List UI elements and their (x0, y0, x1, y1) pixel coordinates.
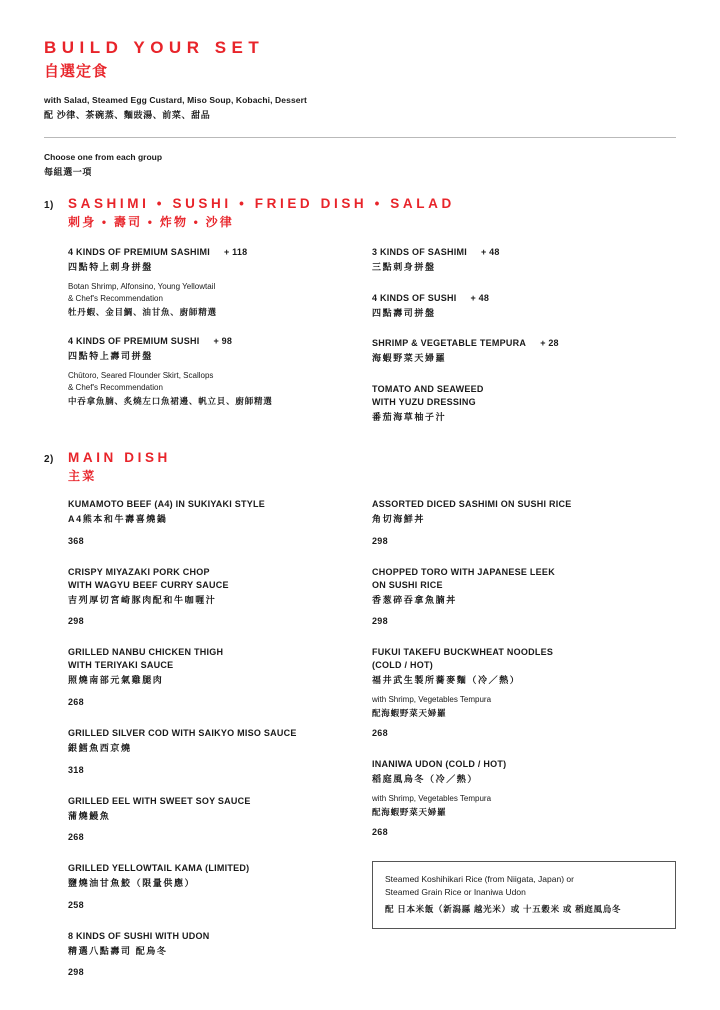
rice-choice-english: Steamed Koshihikari Rice (from Niigata, Japan) or Steamed Grain Rice or Inaniwa Udon (385, 873, 574, 897)
item-price: 268 (68, 696, 84, 707)
item-price: 268 (68, 832, 84, 843)
choose-instruction-english: Choose one from each group (44, 152, 163, 162)
menu-item (372, 646, 676, 738)
item-name-english (372, 292, 676, 305)
item-name-english: CRISPY MIYAZAKI PORK CHOP WITH WAGYU BEEF CURRY SAUCE (68, 566, 229, 590)
item-name-english: INANIWA UDON (COLD / HOT) (372, 758, 507, 769)
menu-item (372, 566, 676, 627)
item-note-english: with Shrimp, Vegetables Tempura (372, 793, 492, 803)
menu-item (372, 337, 676, 366)
item-name-text: 4 KINDS OF SUSHI (372, 292, 457, 303)
item-name-english (372, 337, 676, 350)
choose-instruction-chinese: 每組選一項 (44, 167, 93, 177)
menu-item (68, 930, 354, 978)
menu-item (68, 335, 354, 407)
menu-item (68, 727, 354, 775)
item-name-english: CHOPPED TORO WITH JAPANESE LEEK ON SUSHI RICE (372, 566, 555, 590)
item-name-chinese: 稻庭風烏冬（冷／熱） (372, 774, 479, 785)
item-price: 258 (68, 899, 84, 910)
menu-item (68, 646, 354, 707)
menu-item (68, 498, 354, 546)
item-note-chinese: 配海蝦野菜天婦羅 (372, 806, 447, 817)
item-name-chinese: 香葱碎吞拿魚腩丼 (372, 594, 457, 605)
item-price: + 28 (540, 338, 559, 349)
item-price: 298 (372, 535, 388, 546)
item-description-english: Botan Shrimp, Alfonsino, Young Yellowtail & Chef's Recommendation (68, 281, 216, 303)
set-includes-chinese: 配 沙律、茶碗蒸、麵豉湯、前菜、甜品 (44, 110, 211, 120)
item-name-english: 8 KINDS OF SUSHI WITH UDON (68, 930, 210, 941)
section-1-heading (44, 196, 676, 230)
item-name-chinese: 吉列厚切宮崎豚肉配和牛咖喱汁 (68, 594, 217, 605)
section-1-right-column (372, 246, 676, 424)
item-name-text: TOMATO AND SEAWEED WITH YUZU DRESSING (372, 383, 484, 407)
item-name-chinese: 鹽燒油甘魚鮫（限量供應） (68, 878, 196, 889)
item-name-chinese: 精選八點壽司 配烏冬 (68, 945, 168, 956)
item-name-text: 4 KINDS OF PREMIUM SASHIMI (68, 247, 211, 257)
rice-choice-box (372, 861, 676, 929)
item-name-chinese: 照燒南部元氣雞腿肉 (68, 675, 164, 686)
item-price: + 118 (224, 247, 248, 257)
item-name-text: 4 KINDS OF PREMIUM SUSHI (68, 336, 200, 347)
section-2-title-chinese: 主菜 (68, 469, 97, 484)
menu-item (68, 246, 354, 318)
section-2-heading (44, 450, 676, 484)
set-includes-english: with Salad, Steamed Egg Custard, Miso Soup, Kobachi, Dessert (44, 95, 307, 105)
item-name-english: GRILLED YELLOWTAIL KAMA (LIMITED) (68, 863, 250, 874)
item-name-chinese: 四點壽司拼盤 (372, 307, 436, 318)
menu-item (372, 383, 676, 425)
menu-item (372, 292, 676, 321)
item-name-chinese: 角切海鮮丼 (372, 514, 426, 525)
item-name-english: GRILLED SILVER COD WITH SAIKYO MISO SAUCE (68, 727, 297, 738)
item-note-chinese: 配海蝦野菜天婦羅 (372, 707, 447, 718)
item-price: 318 (68, 764, 84, 775)
rice-choice-chinese: 配 日本米飯（新潟縣 越光米）或 十五穀米 或 稻庭風烏冬 (385, 903, 622, 914)
item-name-chinese: 銀鱈魚西京燒 (68, 743, 132, 754)
item-price: 268 (372, 727, 388, 738)
item-name-english (68, 246, 354, 259)
menu-item (68, 795, 354, 843)
item-price: + 98 (213, 336, 233, 347)
item-description-english: Chūtoro, Seared Flounder Skirt, Scallops & Chef's Recommendation (68, 370, 214, 392)
page-title-chinese: 自選定食 (44, 63, 109, 80)
item-name-english (372, 383, 676, 409)
menu-item (68, 862, 354, 910)
item-name-chinese: A4熊本和牛壽喜燒鍋 (68, 514, 168, 525)
item-name-chinese: 福井武生製所蕎麥麵（冷／熱） (372, 675, 521, 686)
item-name-chinese: 四點特上壽司拼盤 (68, 351, 153, 362)
item-price: 298 (68, 967, 84, 978)
section-1-columns (44, 246, 676, 424)
menu-item (372, 758, 676, 837)
item-price: + 48 (481, 247, 500, 257)
section-2-title-english: MAIN DISH (68, 450, 171, 466)
item-price: + 48 (470, 292, 490, 303)
item-name-english: KUMAMOTO BEEF (A4) IN SUKIYAKI STYLE (68, 499, 266, 510)
item-name-text: 3 KINDS OF SASHIMI (372, 247, 468, 257)
section-1-left-column (68, 246, 372, 424)
item-name-chinese: 四點特上刺身拼盤 (68, 262, 153, 273)
item-price: 368 (68, 535, 84, 546)
section-2-columns (44, 498, 676, 997)
section-2-number: 2) (44, 454, 54, 466)
item-description-chinese: 中吞拿魚腩、炙燒左口魚裙邊、帆立貝、廚師精選 (68, 395, 273, 406)
item-name-text: SHRIMP & VEGETABLE TEMPURA (372, 338, 527, 349)
section-1-title-english: SASHIMI • SUSHI • FRIED DISH • SALAD (68, 196, 455, 211)
menu-item (372, 246, 676, 275)
section-1-number: 1) (44, 200, 54, 211)
item-price: 298 (372, 616, 388, 627)
item-note-english: with Shrimp, Vegetables Tempura (372, 694, 492, 704)
item-name-english: ASSORTED DICED SASHIMI ON SUSHI RICE (372, 499, 572, 510)
item-price: 298 (68, 616, 84, 627)
item-price: 268 (372, 826, 388, 837)
menu-item (372, 498, 676, 546)
item-name-chinese: 三點刺身拼盤 (372, 262, 436, 273)
item-name-english: FUKUI TAKEFU BUCKWHEAT NOODLES (COLD / HOT) (372, 647, 554, 671)
item-name-english: GRILLED EEL WITH SWEET SOY SAUCE (68, 795, 251, 806)
section-1-title-chinese: 刺身 • 壽司 • 炸物 • 沙律 (68, 215, 235, 229)
item-name-chinese: 海蝦野菜天婦羅 (372, 353, 447, 364)
item-name-english: GRILLED NANBU CHICKEN THIGH WITH TERIYAKI SAUCE (68, 647, 224, 671)
section-2-left-column (68, 498, 372, 997)
page-title: BUILD YOUR SET (44, 38, 265, 57)
header-divider (44, 137, 676, 138)
item-name-chinese: 番茄海草柚子汁 (372, 411, 447, 422)
menu-item (68, 566, 354, 627)
menu-header (44, 38, 676, 178)
item-name-chinese: 蒲燒鰻魚 (68, 810, 111, 821)
item-description-chinese: 牡丹蝦、金目鯛、油甘魚、廚師精選 (68, 306, 217, 317)
item-name-english (68, 335, 354, 348)
item-name-english (372, 246, 676, 259)
section-2-right-column (372, 498, 676, 997)
